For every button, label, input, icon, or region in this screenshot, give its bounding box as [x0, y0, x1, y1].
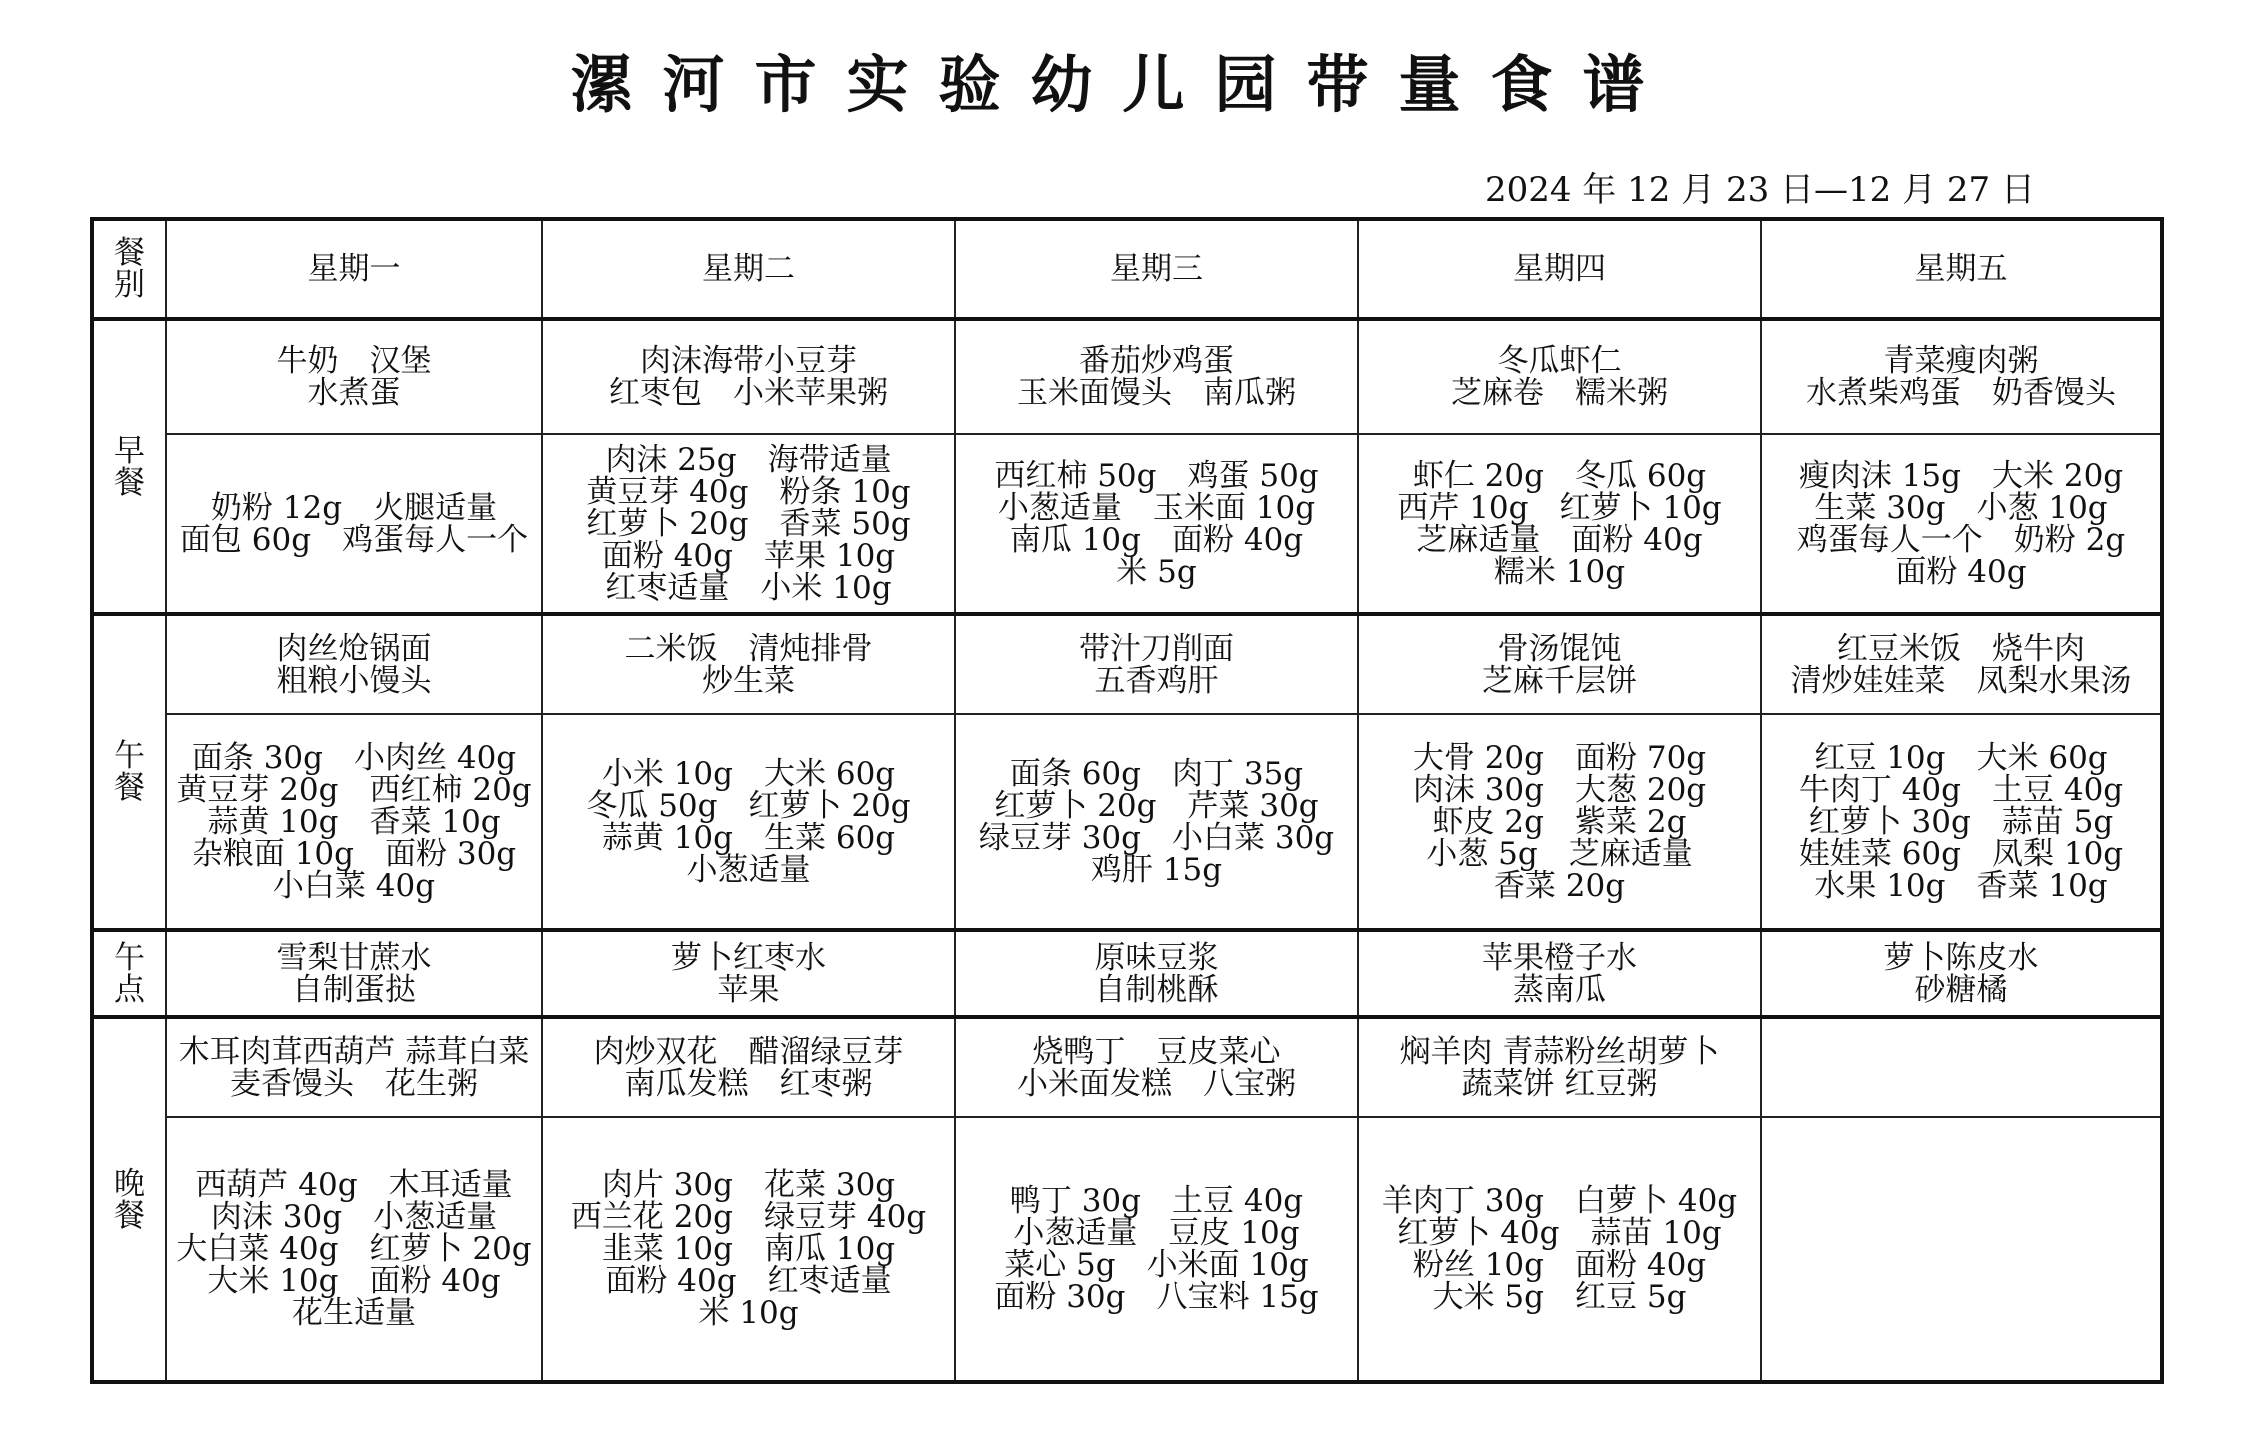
dish-cell: [166, 319, 542, 434]
day-header: 星期三: [955, 219, 1358, 319]
dish-cell: [955, 319, 1358, 434]
ingredient-line: 鸡蛋每人一个 奶粉 2g: [1796, 521, 2126, 558]
ingredient-cell: [1358, 714, 1761, 930]
ingredient-line: 面条 60g 肉丁 35g: [1009, 755, 1304, 792]
ingredient-cell: [955, 434, 1358, 614]
dish-line: 蔬菜饼 红豆粥: [1461, 1065, 1658, 1102]
ingredient-line: 面粉 40g: [1895, 553, 2027, 590]
dish-line: 肉沫海带小豆芽: [640, 343, 857, 379]
date-range: 2024 年 12 月 23 日—12 月 27 日: [1484, 170, 2035, 210]
ingredient-line: 西红柿 50g 鸡蛋 50g: [994, 457, 1319, 494]
ingredient-line: 肉沫 30g 大葱 20g: [1412, 771, 1707, 808]
dish-cell: [1761, 614, 2162, 714]
dish-line: 雪梨甘蔗水: [276, 939, 432, 976]
ingredient-cell: [542, 1117, 955, 1382]
dish-cell: [1358, 614, 1761, 714]
ingredient-line: 蒜黄 10g 生菜 60g: [601, 819, 896, 856]
ingredient-line: 生菜 30g 小葱 10g: [1814, 489, 2108, 526]
ingredient-line: 西兰花 20g 绿豆芽 40g: [570, 1199, 927, 1235]
dinner-dishes-row: [92, 1017, 2162, 1117]
dish-line: 自制蛋挞: [292, 971, 416, 1008]
ingredient-line: 香菜 20g: [1493, 867, 1626, 904]
dish-line: 木耳肉茸西葫芦 蒜茸白菜: [178, 1033, 530, 1070]
day-header: 星期二: [542, 219, 955, 319]
ingredient-line: 冬瓜 50g 红萝卜 20g: [586, 787, 911, 824]
dish-line: 芝麻千层饼: [1482, 662, 1637, 699]
dish-line: 炒生菜: [702, 662, 795, 699]
ingredient-line: 肉片 30g 花菜 30g: [601, 1167, 896, 1203]
ingredient-cell: [166, 714, 542, 930]
meal-label-snack: 午 点: [92, 930, 166, 1017]
dish-cell: [955, 1017, 1358, 1117]
breakfast-dishes-row: [92, 319, 2162, 434]
dish-cell: [166, 614, 542, 714]
ingredient-line: 大骨 20g 面粉 70g: [1412, 739, 1707, 776]
header-row: [92, 219, 2162, 319]
ingredient-line: 大白菜 40g 红萝卜 20g: [176, 1231, 532, 1267]
dish-line: 水煮柴鸡蛋 奶香馒头: [1806, 375, 2116, 411]
ingredient-line: 红萝卜 20g 香菜 50g: [586, 505, 911, 542]
ingredient-line: 面粉 40g 红枣适量: [605, 1263, 892, 1299]
ingredient-cell: [1358, 434, 1761, 614]
ingredient-line: 水果 10g 香菜 10g: [1814, 867, 2108, 904]
dish-line: 红豆米饭 烧牛肉: [1837, 630, 2085, 667]
dish-cell: [166, 930, 542, 1017]
dish-cell: [955, 930, 1358, 1017]
ingredient-line: 小葱适量: [686, 851, 811, 888]
ingredient-cell: [955, 1117, 1358, 1382]
ingredient-line: 小葱适量 玉米面 10g: [997, 489, 1316, 526]
dish-cell: [1358, 930, 1761, 1017]
dish-line: 苹果橙子水: [1482, 939, 1637, 976]
dish-line: 二米饭 清炖排骨: [624, 630, 873, 667]
day-header: 星期五: [1761, 219, 2162, 319]
dish-line: 萝卜红枣水: [671, 939, 826, 976]
ingredient-line: 小白菜 40g: [272, 867, 436, 904]
dish-line: 水煮蛋: [307, 375, 401, 411]
dish-line: 青菜瘦肉粥: [1883, 343, 2039, 379]
lunch-ingredients-row: [92, 714, 2162, 930]
dish-cell: [1761, 319, 2162, 434]
ingredient-line: 芝麻适量 面粉 40g: [1416, 521, 1703, 558]
ingredient-line: 娃娃菜 60g 凤梨 10g: [1798, 835, 2124, 872]
ingredient-line: 小葱 5g 芝麻适量: [1426, 835, 1693, 872]
ingredient-line: 奶粉 12g 火腿适量: [210, 489, 498, 526]
dish-line: 肉丝炝锅面: [276, 630, 432, 667]
ingredient-line: 羊肉丁 30g 白萝卜 40g: [1381, 1183, 1738, 1219]
ingredient-line: 瘦肉沫 15g 大米 20g: [1798, 457, 2124, 494]
lunch-dishes-row: [92, 614, 2162, 714]
dish-line: 焖羊肉 青蒜粉丝胡萝卜: [1399, 1033, 1720, 1070]
dish-line: 苹果: [717, 971, 780, 1008]
meal-type-header: 餐 别: [92, 219, 166, 319]
breakfast-ingredients-row: [92, 434, 2162, 614]
ingredient-line: 杂粮面 10g 面粉 30g: [191, 835, 517, 872]
ingredient-line: 虾皮 2g 紫菜 2g: [1432, 803, 1687, 840]
dish-line: 番茄炒鸡蛋: [1079, 343, 1234, 379]
ingredient-line: 黄豆芽 20g 西红柿 20g: [176, 771, 532, 808]
ingredient-line: 鸡肝 15g: [1090, 851, 1223, 888]
ingredient-line: 菜心 5g 小米面 10g: [1004, 1247, 1309, 1283]
ingredient-line: 花生适量: [292, 1295, 416, 1331]
dish-line: 蒸南瓜: [1513, 971, 1606, 1008]
ingredient-cell: [1358, 1117, 1761, 1382]
ingredient-line: 米 5g: [1116, 553, 1197, 590]
dish-line: 清炒娃娃菜 凤梨水果汤: [1790, 662, 2132, 699]
ingredient-line: 红萝卜 40g 蒜苗 10g: [1397, 1215, 1722, 1251]
ingredient-line: 红萝卜 20g 芹菜 30g: [994, 787, 1319, 824]
page-title: 漯河市实验幼儿园带量食谱: [570, 48, 1675, 121]
dish-cell: [1358, 319, 1761, 434]
ingredient-line: 大米 5g 红豆 5g: [1432, 1279, 1687, 1315]
ingredient-line: 红豆 10g 大米 60g: [1814, 739, 2108, 776]
ingredient-cell: [1761, 1117, 2162, 1382]
dish-line: 南瓜发糕 红枣粥: [624, 1065, 873, 1102]
ingredient-line: 红枣适量 小米 10g: [605, 569, 892, 606]
ingredient-line: 面粉 30g 八宝料 15g: [994, 1279, 1319, 1315]
ingredient-line: 小葱适量 豆皮 10g: [1013, 1215, 1300, 1251]
ingredient-line: 大米 10g 面粉 40g: [207, 1263, 501, 1299]
ingredient-line: 糯米 10g: [1493, 553, 1626, 590]
dish-cell: [1358, 1017, 1761, 1117]
ingredient-line: 牛肉丁 40g 土豆 40g: [1798, 771, 2124, 808]
ingredient-line: 小米 10g 大米 60g: [601, 755, 896, 792]
day-header: 星期一: [166, 219, 542, 319]
ingredient-line: 蒜黄 10g 香菜 10g: [207, 803, 501, 840]
dish-line: 玉米面馒头 南瓜粥: [1017, 375, 1296, 411]
day-header: 星期四: [1358, 219, 1761, 319]
meal-label-breakfast: 早 餐: [92, 319, 166, 614]
ingredient-line: 面条 30g 小肉丝 40g: [191, 739, 517, 776]
dish-cell: [542, 319, 955, 434]
dish-line: 带汁刀削面: [1079, 630, 1234, 667]
dish-line: 红枣包 小米苹果粥: [609, 375, 888, 411]
dish-cell: [542, 614, 955, 714]
dish-line: 自制桃酥: [1094, 971, 1219, 1008]
ingredient-cell: [166, 1117, 542, 1382]
dish-cell: [542, 1017, 955, 1117]
dish-line: 烧鸭丁 豆皮菜心: [1032, 1033, 1281, 1070]
dish-cell: [542, 930, 955, 1017]
ingredient-line: 绿豆芽 30g 小白菜 30g: [978, 819, 1335, 856]
dish-line: 小米面发糕 八宝粥: [1017, 1065, 1296, 1102]
ingredient-line: 粉丝 10g 面粉 40g: [1412, 1247, 1707, 1283]
ingredient-line: 肉沫 25g 海带适量: [605, 441, 892, 478]
ingredient-line: 肉沫 30g 小葱适量: [210, 1199, 498, 1235]
ingredient-line: 米 10g: [698, 1295, 799, 1331]
dish-cell: [1761, 930, 2162, 1017]
dish-line: 麦香馒头 花生粥: [230, 1065, 478, 1102]
ingredient-cell: [542, 434, 955, 614]
ingredient-line: 南瓜 10g 面粉 40g: [1009, 521, 1304, 558]
meal-label-dinner: 晚 餐: [92, 1017, 166, 1382]
ingredient-cell: [1761, 714, 2162, 930]
ingredient-line: 红萝卜 30g 蒜苗 5g: [1808, 803, 2114, 840]
ingredient-line: 面包 60g 鸡蛋每人一个: [179, 521, 529, 558]
ingredient-cell: [166, 434, 542, 614]
ingredient-line: 虾仁 20g 冬瓜 60g: [1412, 457, 1707, 494]
ingredient-line: 鸭丁 30g 土豆 40g: [1009, 1183, 1304, 1219]
dish-line: 骨汤馄饨: [1497, 630, 1622, 667]
dish-cell: [166, 1017, 542, 1117]
ingredient-cell: [1761, 434, 2162, 614]
ingredient-line: 西葫芦 40g 木耳适量: [195, 1167, 513, 1203]
dish-line: 五香鸡肝: [1094, 662, 1219, 699]
ingredient-line: 西芹 10g 红萝卜 10g: [1397, 489, 1722, 526]
dish-line: 牛奶 汉堡: [276, 343, 432, 379]
ingredient-line: 面粉 40g 苹果 10g: [601, 537, 896, 574]
meal-label-lunch: 午 餐: [92, 614, 166, 930]
snack-row: [92, 930, 2162, 1017]
dish-line: 肉炒双花 醋溜绿豆芽: [593, 1033, 904, 1070]
dish-cell: [955, 614, 1358, 714]
menu-table: [90, 217, 2164, 1384]
dish-line: 芝麻卷 糯米粥: [1451, 375, 1668, 411]
dish-line: 冬瓜虾仁: [1497, 343, 1622, 379]
ingredient-cell: [955, 714, 1358, 930]
dish-line: 粗粮小馒头: [276, 662, 432, 699]
dinner-ingredients-row: [92, 1117, 2162, 1382]
dish-line: 萝卜陈皮水: [1883, 939, 2039, 976]
dish-line: 砂糖橘: [1914, 971, 2008, 1008]
dish-cell: [1761, 1017, 2162, 1117]
ingredient-line: 黄豆芽 40g 粉条 10g: [586, 473, 911, 510]
dish-line: 原味豆浆: [1094, 939, 1219, 976]
ingredient-line: 韭菜 10g 南瓜 10g: [601, 1231, 896, 1267]
ingredient-cell: [542, 714, 955, 930]
